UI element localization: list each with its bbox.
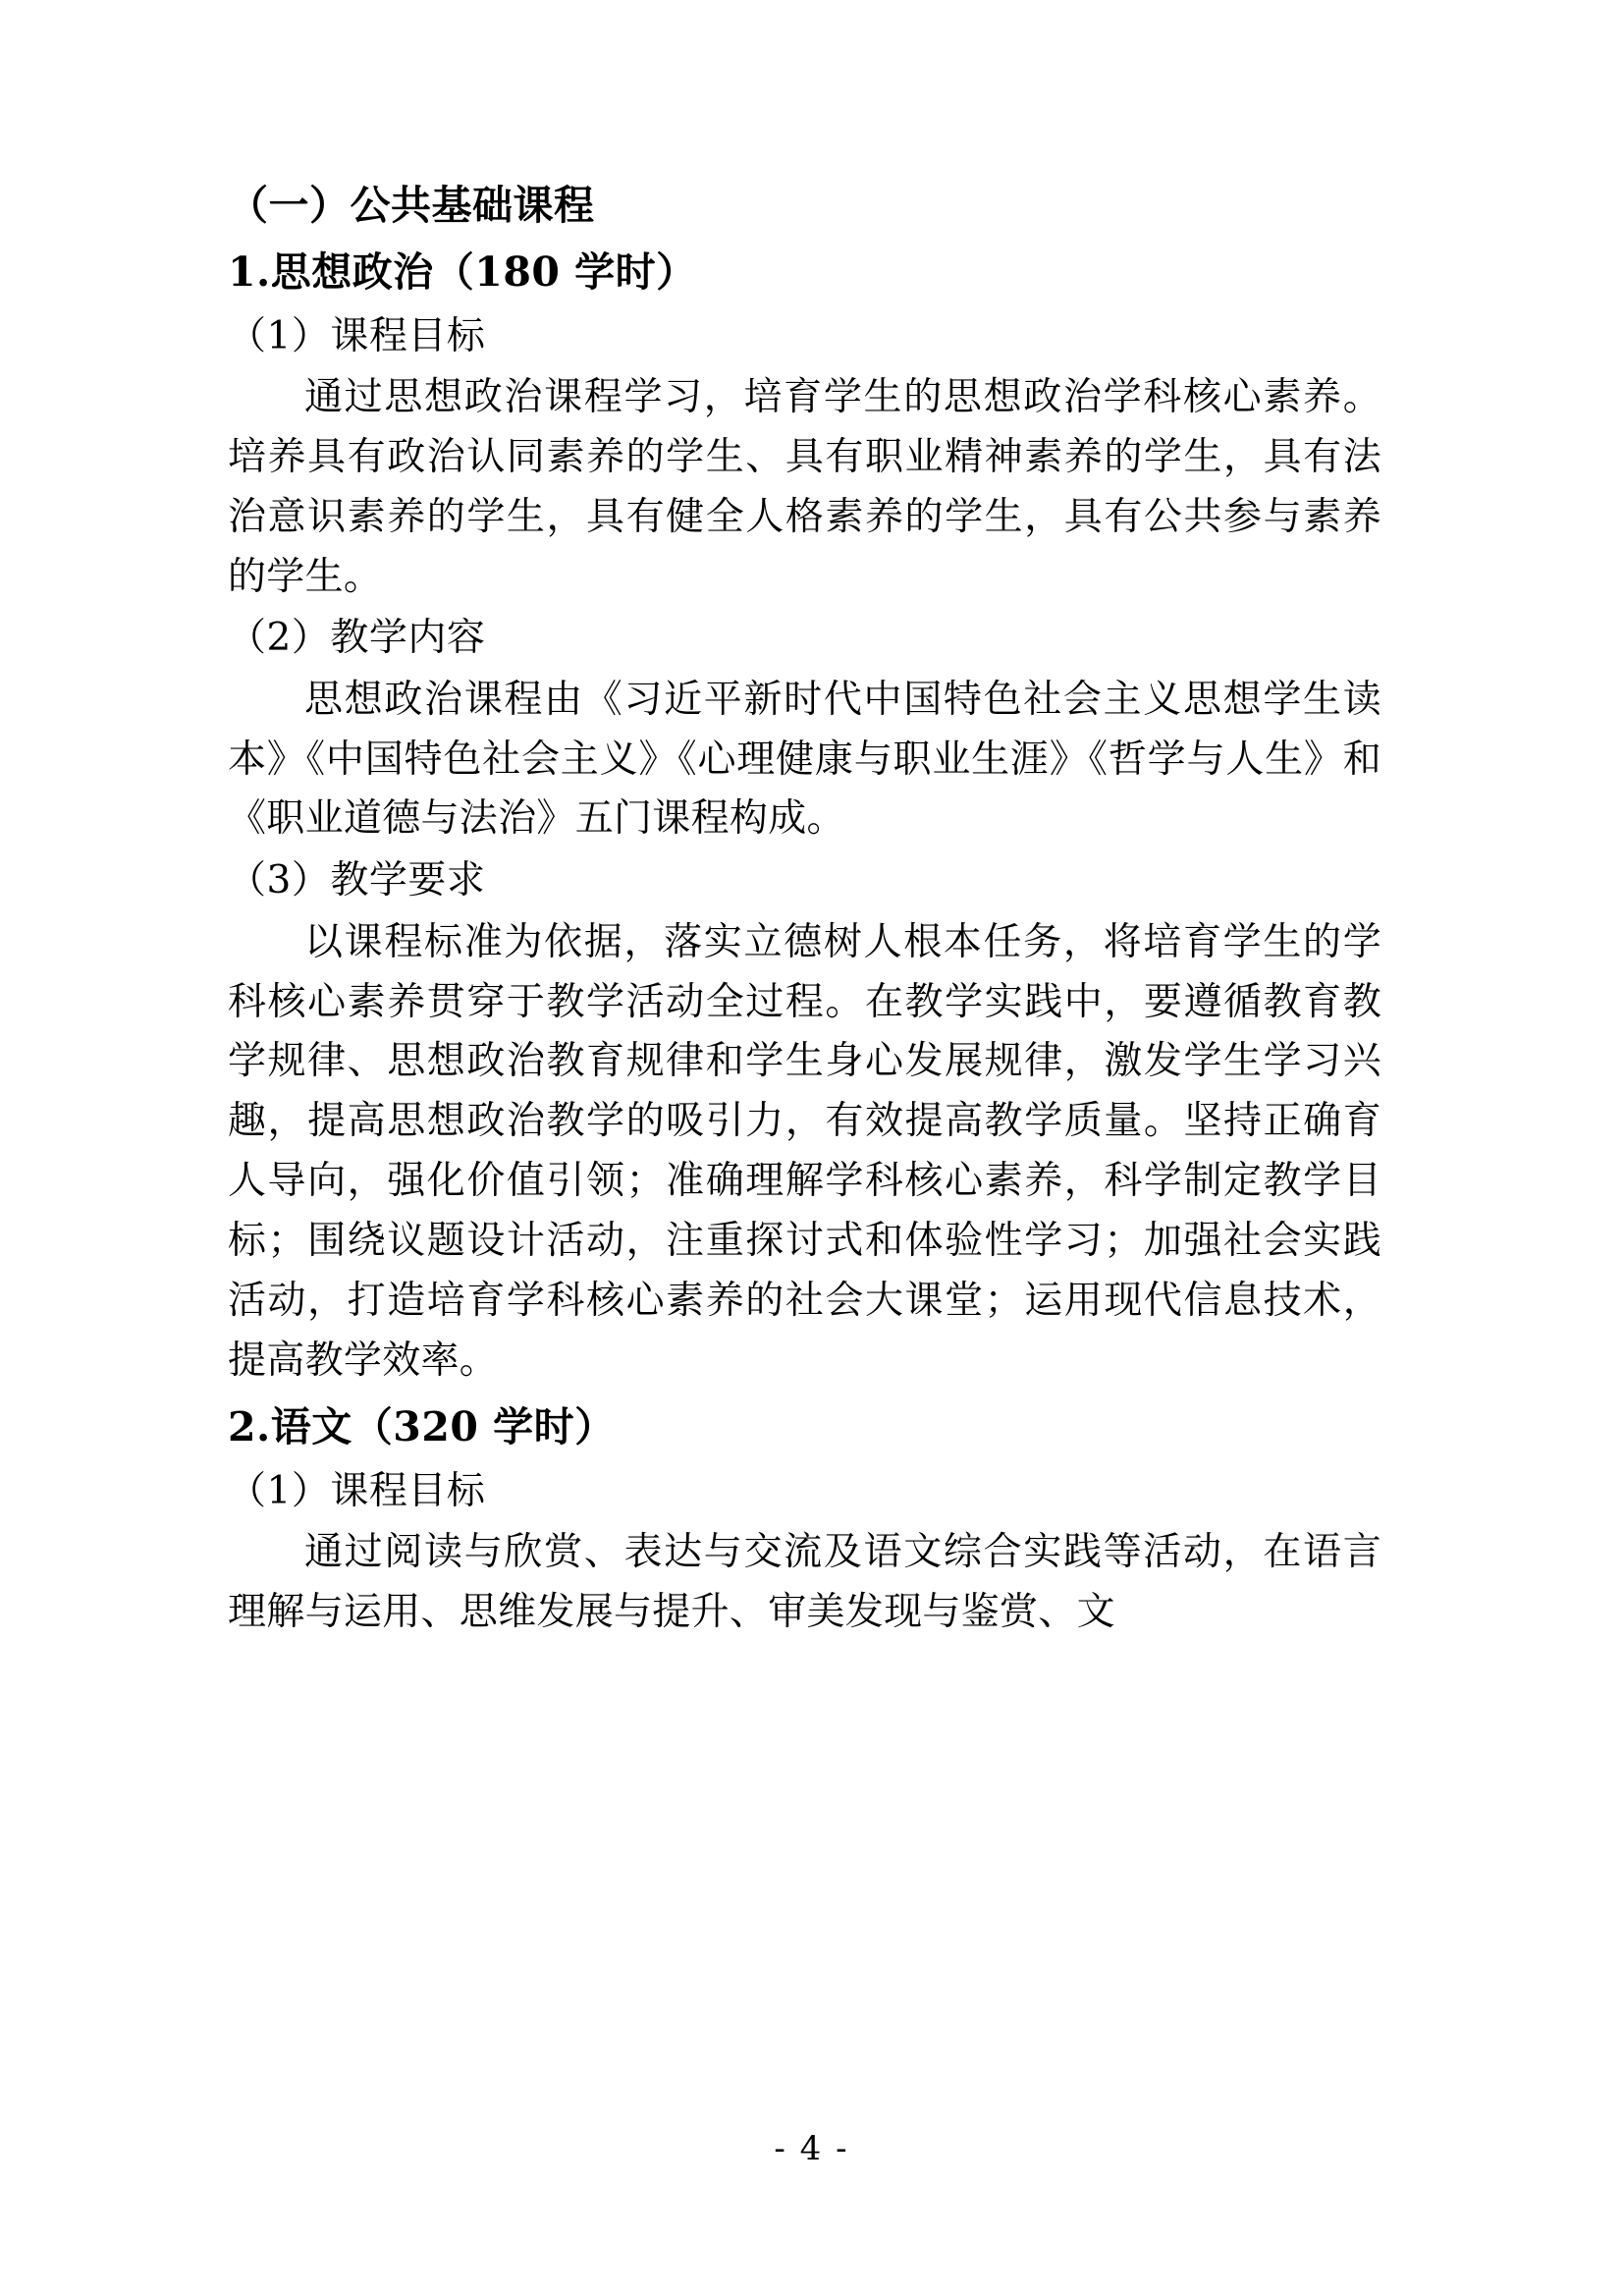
paragraph-ideology-course-goal: 通过思想政治课程学习，培育学生的思想政治学科核心素养。培养具有政治认同素养的学生、具有职业精神素养的学生，具有法治意识素养的学生，具有健全人格素养的学生，具有公共参与素养的学生。	[228, 375, 1381, 599]
course-heading-chinese: 2.语文（320 学时）	[228, 1403, 616, 1451]
paragraph-ideology-teaching-content: 思想政治课程由《习近平新时代中国特色社会主义思想学生读本》《中国特色社会主义》《心理健康与职业生涯》《哲学与人生》和《职业道德与法治》五门课程构成。	[228, 677, 1381, 842]
page-footer	[0, 2129, 1623, 2168]
subheading-ideology-course-goal: （1）课程目标	[228, 313, 486, 358]
subheading-ideology-teaching-content: （2）教学内容	[228, 616, 486, 661]
paragraph-chinese-course-goal: 通过阅读与欣赏、表达与交流及语文综合实践等活动，在语言理解与运用、思维发展与提升、审美发现与鉴赏、文	[228, 1530, 1381, 1634]
paragraph-ideology-teaching-requirement: 以课程标准为依据，落实立德树人根本任务，将培育学生的学科核心素养贯穿于教学活动全过程。在教学实践中，要遵循教育教学规律、思想政治教育规律和学生身心发展规律，激发学生学习兴趣，提高思想政治教学的吸引力，有效提高教学质量。坚持正确育人导向，强化价值引领；准确理解学科核心素养，科学制定教学目标；围绕议题设计活动，注重探讨式和体验性学习；加强社会实践活动，打造培育学科核心素养的社会大课堂；运用现代信息技术，提高教学效率。	[228, 919, 1381, 1383]
subheading-chinese-course-goal: （1）课程目标	[228, 1468, 486, 1513]
course-heading-ideology-politics: 1.思想政治（180 学时）	[228, 248, 697, 297]
page-content	[228, 175, 1381, 1645]
subheading-ideology-teaching-requirement: （3）教学要求	[228, 858, 486, 903]
page-number: - 4 -	[774, 2129, 849, 2168]
section-heading-public-basic-courses: （一）公共基础课程	[228, 182, 595, 229]
